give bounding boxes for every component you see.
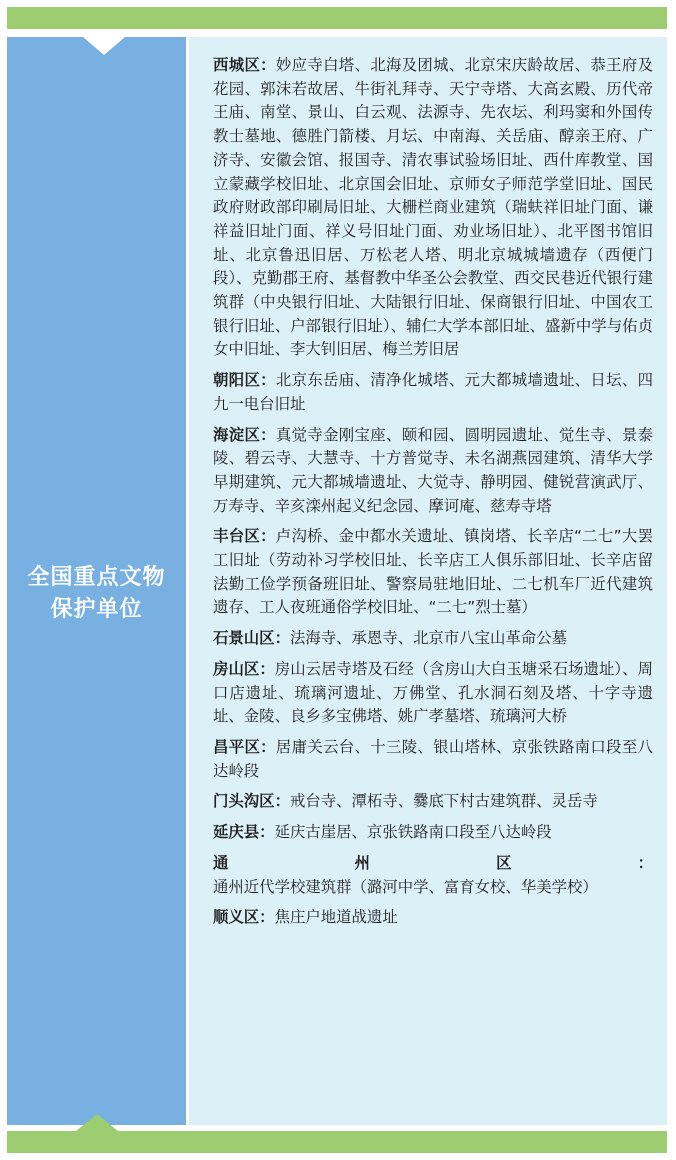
district-entry-fengtai	[213, 525, 653, 620]
district-label: 石景山区：	[213, 629, 290, 648]
district-label: 延庆县：	[213, 823, 275, 842]
district-sites: 居庸关云台、十三陵、银山塔林、京张铁路南口段至八达岭段	[213, 737, 653, 780]
district-label: 通州区：	[213, 853, 653, 872]
district-sites: 法海寺、承恩寺、北京市八宝山革命公墓	[289, 629, 568, 648]
district-entry-tongzhou	[213, 852, 653, 899]
district-entry-chaoyang	[213, 369, 653, 416]
bottom-green-bar	[7, 1131, 667, 1153]
district-sites: 北京东岳庙、清净化城塔、元大都城墙遗址、日坛、四九一电台旧址	[213, 371, 653, 413]
district-label: 顺义区：	[213, 908, 275, 927]
district-sites: 卢沟桥、金中都水关遗址、镇岗塔、长辛店“二七”大罢工旧址（劳动补习学校旧址、长辛店工人俱乐部旧址、长辛店留法勤工俭学预备班旧址、警察局驻地旧址、二七机车厂近代建筑遗存、工人夜班通俗学校旧址、“二七”烈士墓）	[213, 527, 653, 617]
district-label: 房山区：	[213, 659, 275, 678]
district-sites: 妙应寺白塔、北海及团城、北京宋庆龄故居、恭王府及花园、郭沫若故居、牛街礼拜寺、天宁寺塔、大高玄殿、历代帝王庙、南堂、景山、白云观、法源寺、先农坛、利玛窦和外国传教士墓地、德胜门箭楼、月坛、中南海、关岳庙、醇亲王府、广济寺、安徽会馆、报国寺、清农事试验场旧址、西什库教堂、国立蒙藏学校旧址、北京国会旧址、京师女子师范学堂旧址、国民政府财政部印刷局旧址、大栅栏商业建筑（瑞蚨祥旧址门面、谦祥益旧址门面、祥义号旧址门面、劝业场旧址）、北平图书馆旧址、北京鲁迅旧居、万松老人塔、明北京城城墙遗存（西便门段）、克勤郡王府、基督教中华圣公会教堂、西交民巷近代银行建筑群（中央银行旧址、大陆银行旧址、保商银行旧址、中国农工银行旧址、户部银行旧址）、辅仁大学本部旧址、盛新中学与佑贞女中旧址、李大钊旧居、梅兰芳旧居	[213, 56, 653, 359]
district-entry-yanqing	[213, 821, 653, 845]
district-entry-fangshan	[213, 658, 653, 729]
district-label: 昌平区：	[213, 737, 276, 756]
district-sites: 戒台寺、潭柘寺、爨底下村古建筑群、灵岳寺	[289, 792, 598, 811]
district-entry-shijingshan	[213, 627, 653, 651]
district-entry-haidian	[213, 424, 653, 519]
district-label: 门头沟区：	[213, 792, 290, 811]
category-title	[7, 562, 186, 626]
district-sites: 真觉寺金刚宝座、颐和园、圆明园遗址、觉生寺、景泰陵、碧云寺、大慧寺、十方普觉寺、未名湖燕园建筑、清华大学早期建筑、元大都城墙遗址、大觉寺、静明园、健锐营演武厅、万寿寺、辛亥滦州起义纪念园、摩诃庵、慈寿寺塔	[213, 425, 653, 515]
category-title-line-1: 全国重点文物	[27, 565, 166, 590]
district-label: 海淀区：	[213, 425, 276, 444]
top-green-bar	[7, 7, 667, 29]
site-list	[213, 54, 653, 937]
top-notch	[83, 37, 125, 55]
district-label: 朝阳区：	[213, 371, 276, 390]
category-panel	[7, 37, 186, 1125]
district-sites: 房山云居寺塔及石经（含房山大白玉塘采石场遗址）、周口店遗址、琉璃河遗址、万佛堂、孔水洞石刻及塔、十字寺遗址、金陵、良乡多宝佛塔、姚广孝墓塔、琉璃河大桥	[213, 659, 653, 726]
district-label: 西城区：	[213, 56, 276, 74]
category-title-line-2: 保护单位	[50, 597, 143, 622]
district-sites: 延庆古崖居、京张铁路南口段至八达岭段	[274, 823, 552, 842]
district-entry-changping	[213, 736, 653, 783]
district-sites: 焦庄户地道战遗址	[274, 908, 398, 927]
site-list-panel	[189, 37, 667, 1125]
district-entry-shunyi	[213, 906, 653, 930]
district-label: 丰台区：	[213, 527, 276, 546]
bottom-notch	[76, 1114, 118, 1131]
district-entry-mentougou	[213, 790, 653, 814]
district-sites: 通州近代学校建筑群（潞河中学、富育女校、华美学校）	[213, 877, 598, 896]
district-entry-xicheng	[213, 54, 653, 362]
